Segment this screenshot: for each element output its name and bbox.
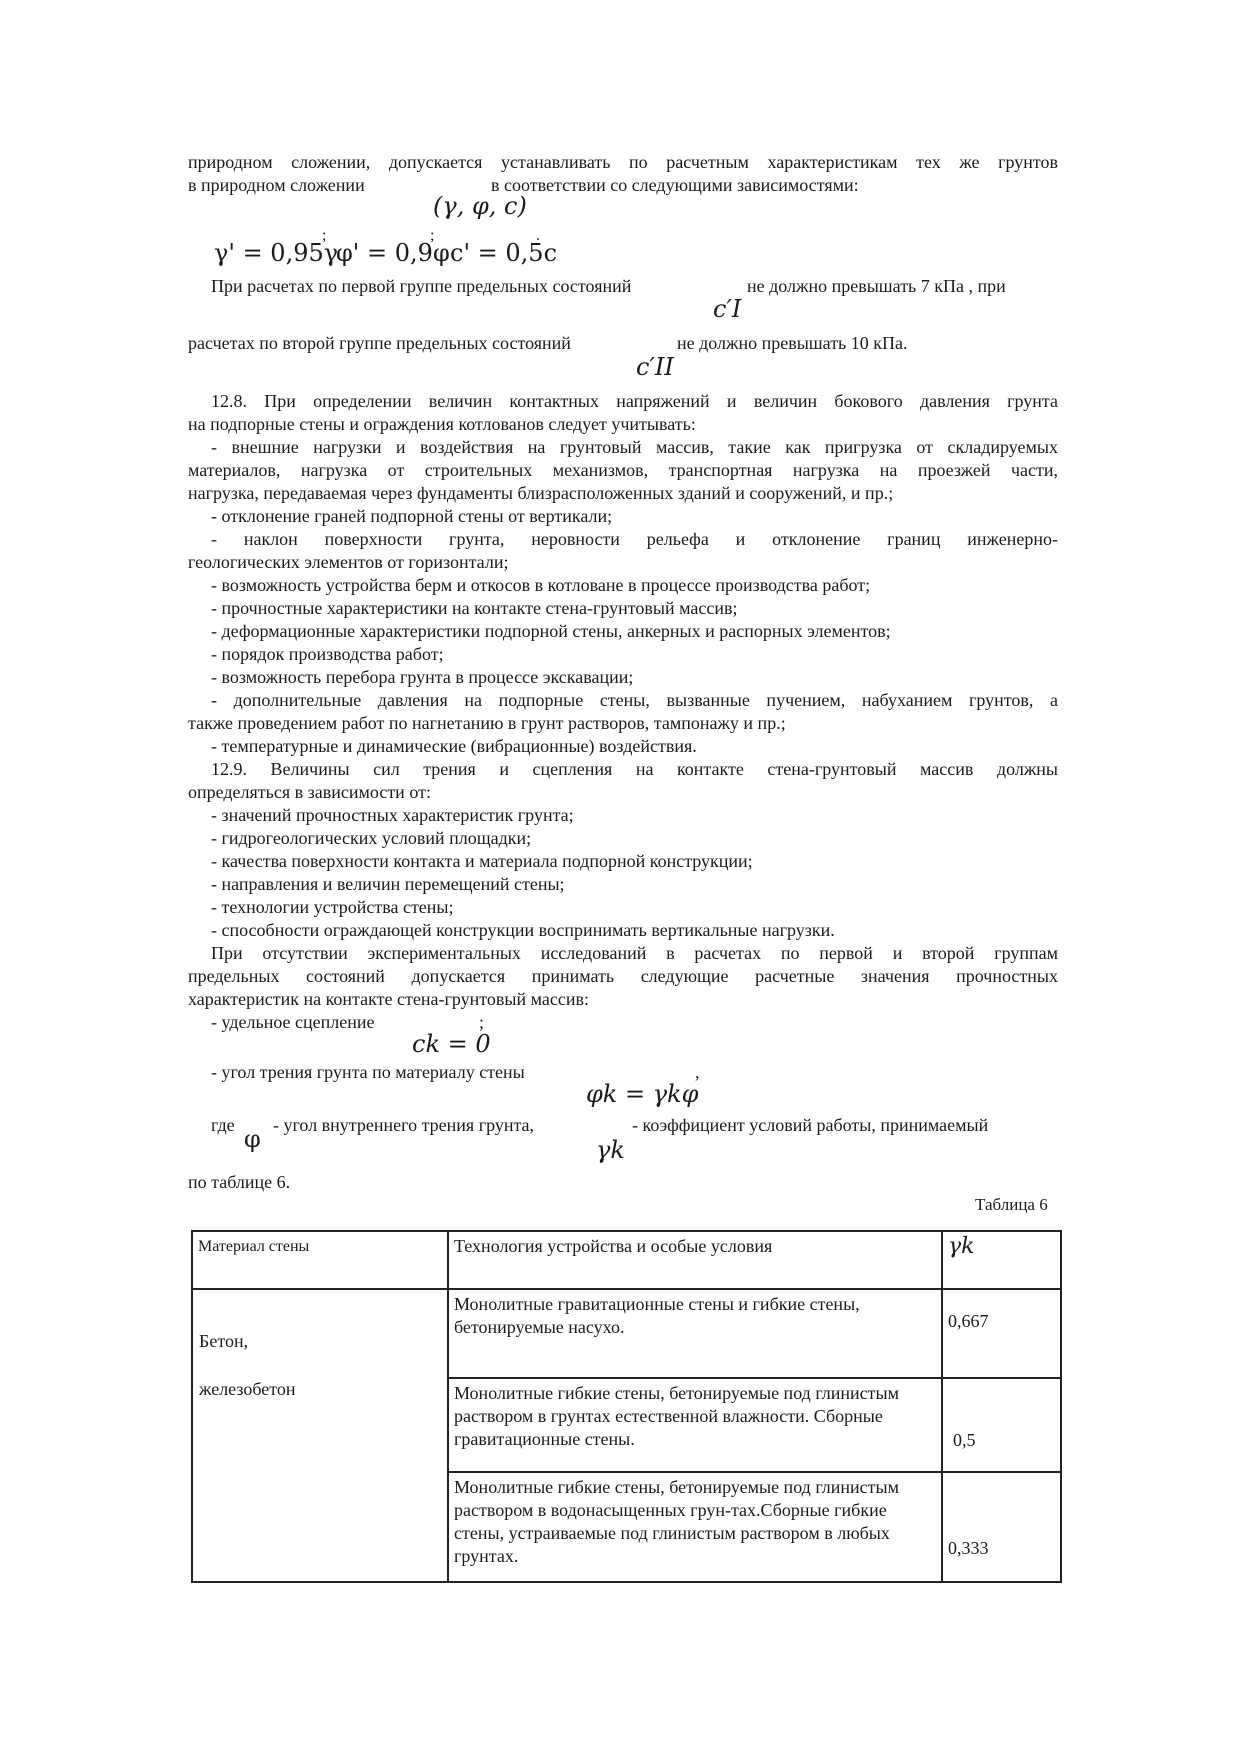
text-line: определяться в зависимости от:: [188, 782, 431, 802]
formula-phi: φ' = 0,9φ: [336, 239, 450, 267]
list-item-end: ,: [695, 1062, 700, 1082]
list-item: - значений прочностных характеристик грунта;: [211, 805, 574, 825]
list-item: - направления и величин перемещений стены;: [211, 874, 565, 894]
text-line: где: [211, 1115, 235, 1135]
formula-ck: ck = 0: [412, 1030, 491, 1058]
list-item: также проведением работ по нагнетанию в грунт растворов, тампонажу и пр.;: [188, 713, 786, 733]
list-item: - порядок производства работ;: [211, 644, 444, 664]
formula-gamma: γ' = 0,95γ: [214, 239, 339, 267]
list-item: - внешние нагрузки и воздействия на грунтовый массив, такие как пригрузка от складируемых: [211, 437, 1058, 457]
text-line: При расчетах по первой группе предельных состояний: [211, 276, 632, 296]
material-cell: [192, 1289, 448, 1582]
coefficients-table: [191, 1230, 1062, 1583]
list-item: - возможность перебора грунта в процессе экскавации;: [211, 667, 634, 687]
value-cell: 0,333: [942, 1472, 1061, 1582]
list-item: материалов, нагрузка от строительных механизмов, транспортная нагрузка на проезжей части,: [188, 460, 1058, 480]
text-line: природном сложении, допускается устанавливать по расчетным характеристикам тех же грунтов: [188, 152, 1058, 172]
list-item: - гидрогеологических условий площадки;: [211, 828, 532, 848]
material-line-1: Бетон,: [199, 1331, 249, 1351]
text-line: по таблице 6.: [188, 1172, 291, 1192]
list-item: - дополнительные давления на подпорные стены, вызванные пучением, набуханием грунтов, а: [211, 690, 1058, 710]
formula-phik: φk = γkφ: [586, 1080, 699, 1108]
text-line: 12.8. При определении величин контактных напряжений и величин бокового давления грунта: [211, 391, 1058, 411]
formula-c-II: c′II: [636, 353, 674, 381]
text-line: расчетах по второй группе предельных состояний: [188, 333, 571, 353]
formula-separator: ;: [322, 227, 327, 244]
list-item: - наклон поверхности грунта, неровности рельефа и отклонение границ инженерно-: [211, 529, 1058, 549]
table-row: [192, 1289, 1061, 1378]
text-line: в соответствии со следующими зависимостями:: [491, 175, 859, 195]
formula-end-dot: .: [536, 227, 540, 244]
table-caption: Таблица 6: [975, 1195, 1048, 1214]
value-cell: 0,667: [942, 1289, 1061, 1378]
text-line: 12.9. Величины сил трения и сцепления на контакте стена-грунтовый массив должны: [211, 759, 1058, 779]
text-line: не должно превышать 10 кПа.: [677, 333, 908, 353]
text-line: не должно превышать 7 кПа , при: [747, 276, 1006, 296]
list-item: - прочностные характеристики на контакте стена-грунтовый массив;: [211, 598, 738, 618]
list-item: - отклонение граней подпорной стены от вертикали;: [211, 506, 613, 526]
text-line: - коэффициент условий работы, принимаемый: [632, 1115, 989, 1135]
text-line: характеристик на контакте стена-грунтовый массив:: [188, 989, 589, 1009]
text-line: в природном сложении: [188, 175, 365, 195]
list-item: нагрузка, передаваемая через фундаменты близрасположенных зданий и сооружений, и пр.;: [188, 483, 894, 503]
formula-c-I: c′I: [713, 295, 742, 323]
formula-variables: (γ, φ, c): [433, 192, 527, 220]
formula-separator: ;: [430, 227, 435, 244]
formula-c: c' = 0,5c: [450, 239, 558, 267]
list-item: - температурные и динамические (вибрационные) воздействия.: [211, 736, 697, 756]
value-cell: 0,5: [942, 1378, 1061, 1472]
material-line-2: железобетон: [199, 1379, 296, 1399]
header-gammak: [942, 1231, 1061, 1289]
text-line: При отсутствии экспериментальных исследований в расчетах по первой и второй группам: [211, 943, 1058, 963]
header-material: Материал стены: [192, 1231, 448, 1289]
technology-cell: Монолитные гибкие стены, бетонируемые под глинистым раствором в грунтах естественной влажности. Сборные гравитационные стены.: [448, 1378, 942, 1472]
technology-cell: Монолитные гибкие стены, бетонируемые под глинистым раствором в водонасыщенных грун-тах.Сборные гибкие стены, устраиваемые под глинистым раствором в любых грунтах.: [448, 1472, 942, 1582]
text-line: - угол внутреннего трения грунта,: [273, 1115, 535, 1135]
symbol-phi: φ: [244, 1125, 261, 1153]
technology-cell: Монолитные гравитационные стены и гибкие стены, бетонируемые насухо.: [448, 1289, 942, 1378]
table-header-row: [192, 1231, 1061, 1289]
list-item: геологических элементов от горизонтали;: [188, 552, 509, 572]
header-technology: Технология устройства и особые условия: [448, 1231, 942, 1289]
list-item: - возможность устройства берм и откосов в котловане в процессе производства работ;: [211, 575, 871, 595]
list-item: - способности ограждающей конструкции воспринимать вертикальные нагрузки.: [211, 920, 835, 940]
list-item-end: ;: [479, 1012, 485, 1032]
list-item: - удельное сцепление: [211, 1012, 375, 1032]
text-line: на подпорные стены и ограждения котлованов следует учитывать:: [188, 414, 696, 434]
text-line: предельных состояний допускается принимать следующие расчетные значения прочностных: [188, 966, 1058, 986]
list-item: - угол трения грунта по материалу стены: [211, 1062, 525, 1082]
list-item: - деформационные характеристики подпорной стены, анкерных и распорных элементов;: [211, 621, 891, 641]
list-item: - технологии устройства стены;: [211, 897, 454, 917]
header-gammak-symbol: γk: [948, 1234, 975, 1259]
list-item: - качества поверхности контакта и материала подпорной конструкции;: [211, 851, 753, 871]
symbol-gammak: γk: [596, 1136, 625, 1164]
